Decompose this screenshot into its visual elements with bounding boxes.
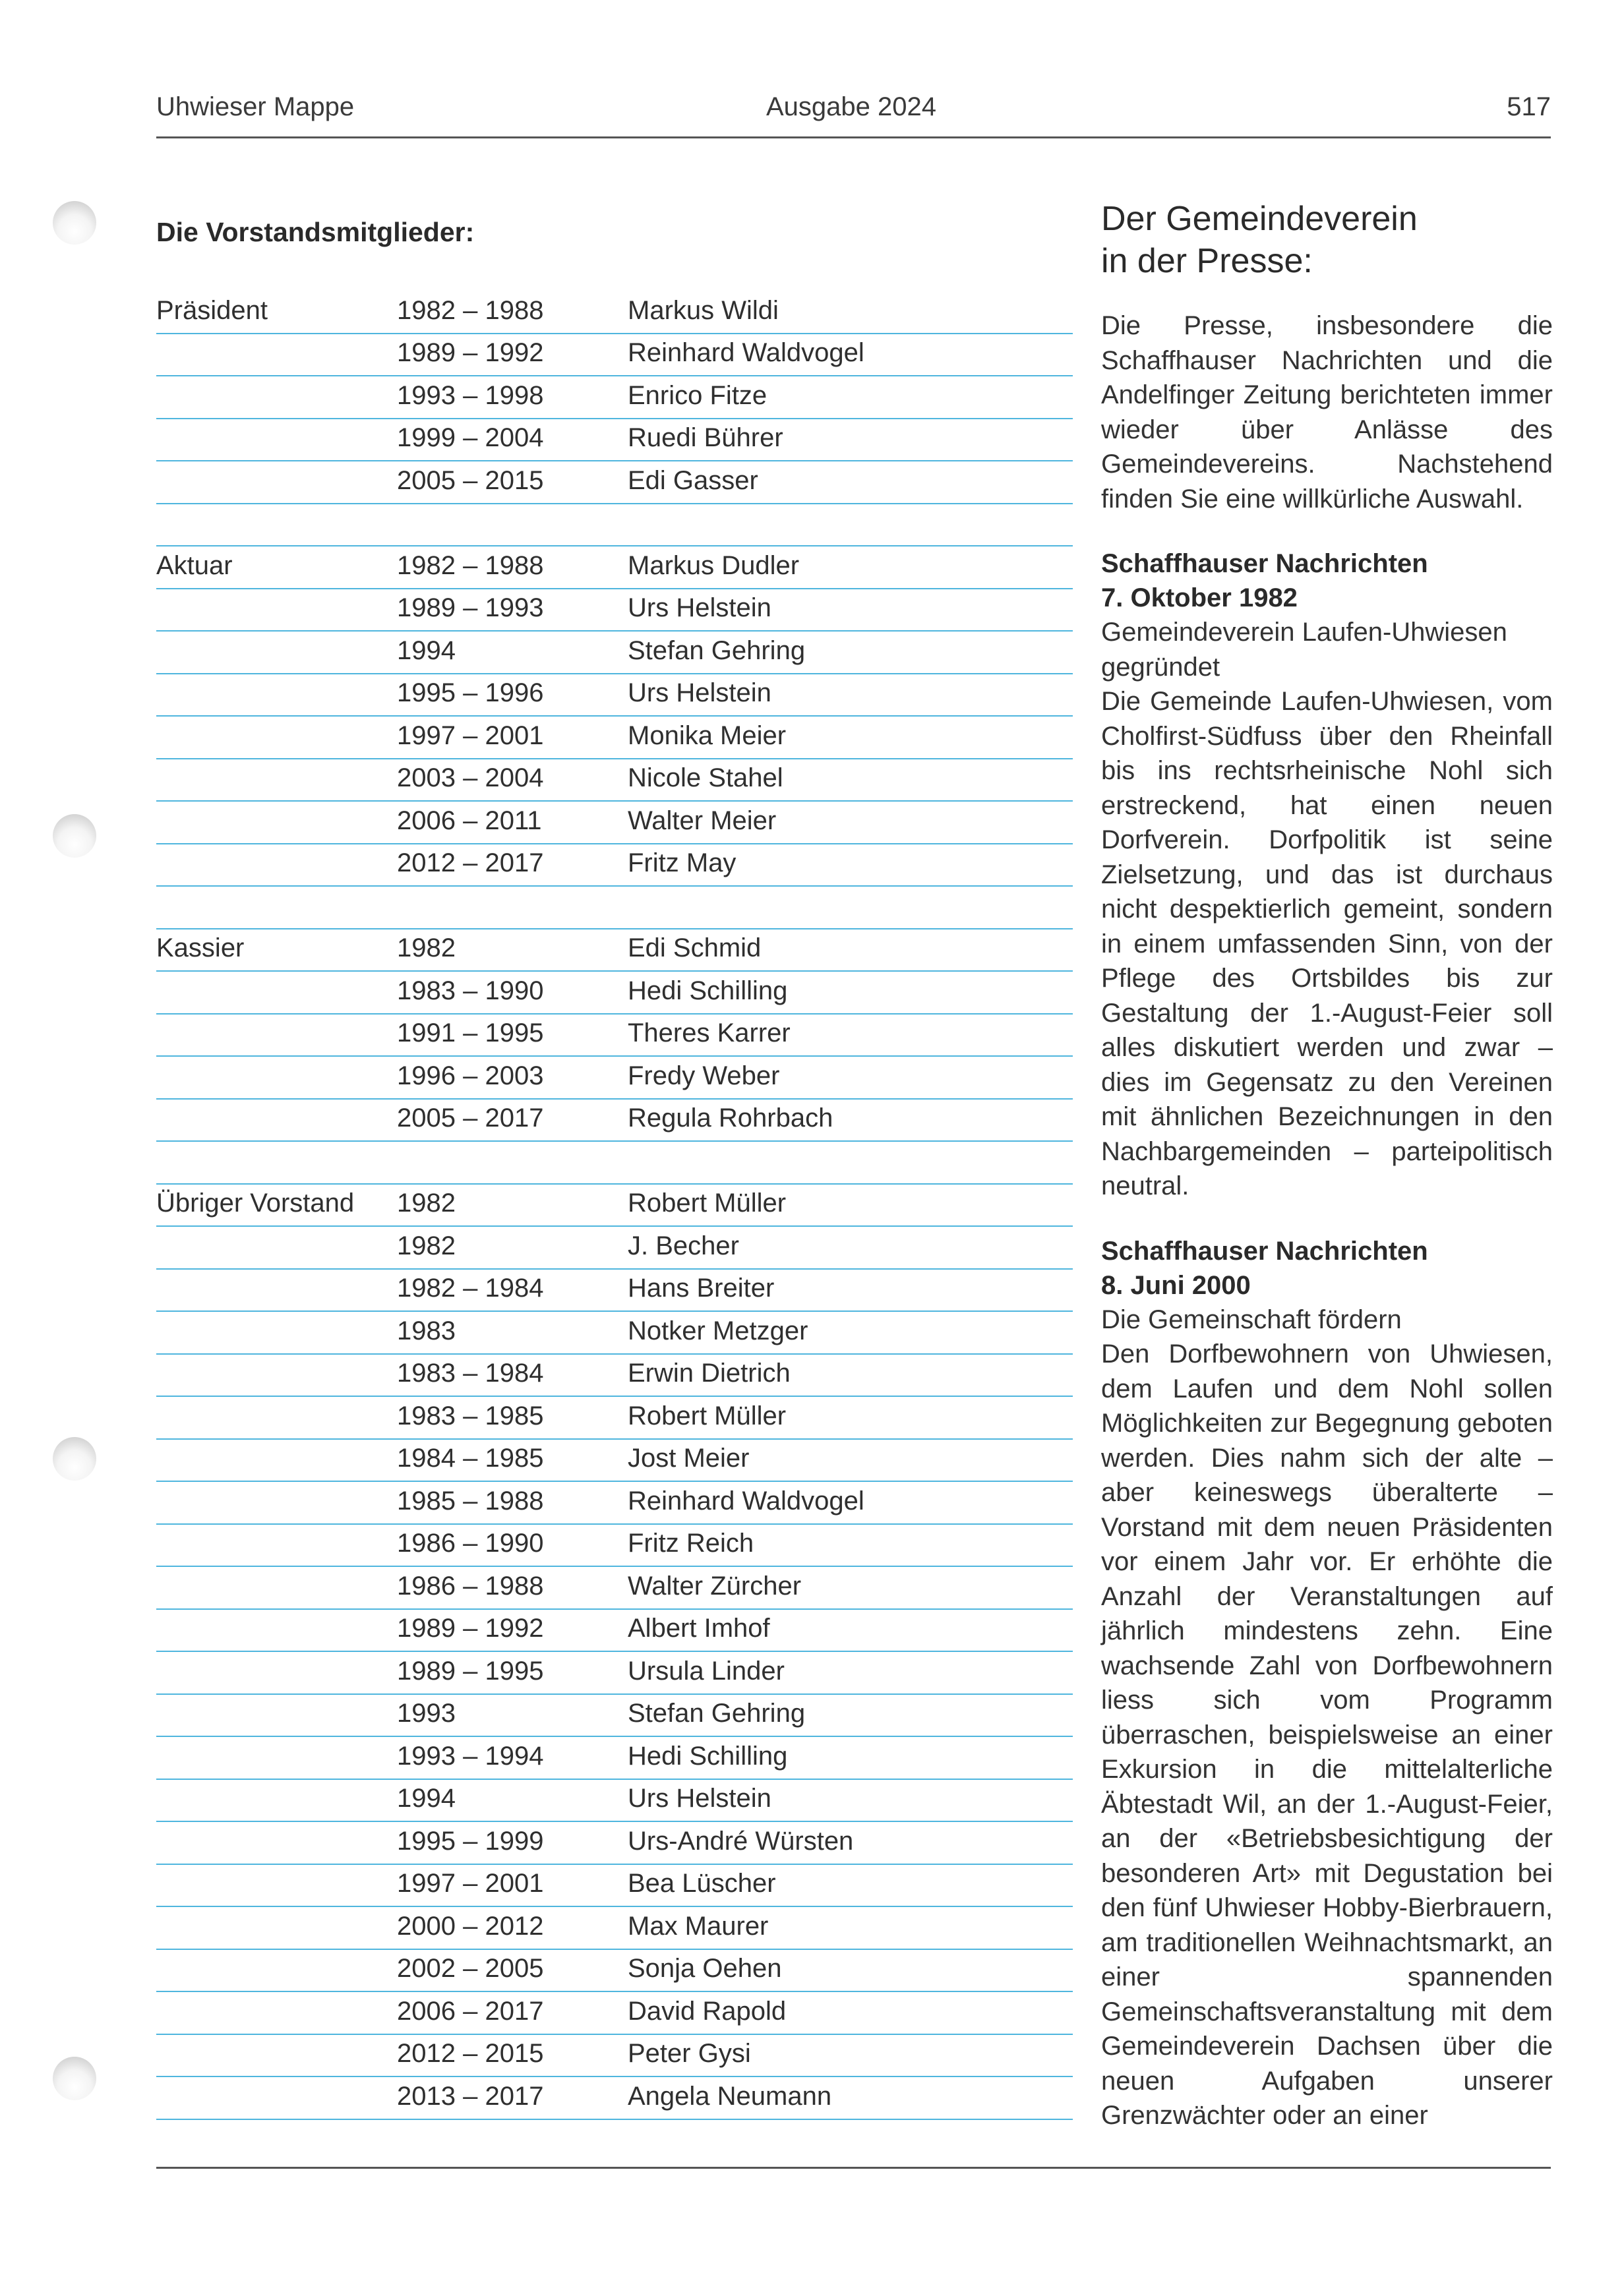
table-row (156, 1907, 1073, 1950)
member-name: Angela Neumann (628, 2081, 832, 2111)
article-source: Schaffhauser Nachrichten (1101, 549, 1428, 578)
term-years: 1982 – 1988 (397, 295, 544, 325)
article-headline: Die Gemeinschaft fördern (1101, 1305, 1402, 1334)
term-years: 1993 – 1994 (397, 1741, 544, 1771)
role-label: Kassier (156, 933, 245, 962)
table-row (156, 419, 1073, 462)
term-years: 1996 – 2003 (397, 1061, 544, 1090)
member-name: Fredy Weber (628, 1061, 780, 1090)
punch-hole-2 (53, 814, 96, 858)
table-row (156, 844, 1073, 887)
table-row (156, 376, 1073, 419)
member-name: J. Becher (628, 1231, 739, 1260)
member-name: Urs Helstein (628, 678, 771, 707)
member-name: Markus Dudler (628, 550, 800, 580)
spacer-row (156, 1142, 1073, 1185)
article-headline: Gemeindeverein Laufen-Uhwiesen gegründet (1101, 618, 1507, 682)
term-years: 1995 – 1999 (397, 1826, 544, 1856)
table-row (156, 1737, 1073, 1780)
term-years: 1994 (397, 1784, 456, 1813)
table-row (156, 717, 1073, 759)
term-years: 1993 – 1998 (397, 380, 544, 410)
term-years: 2012 – 2017 (397, 848, 544, 877)
term-years: 1982 – 1984 (397, 1274, 544, 1303)
table-row (156, 1440, 1073, 1483)
member-name: Urs Helstein (628, 1784, 771, 1813)
member-name: Enrico Fitze (628, 380, 767, 410)
term-years: 1983 – 1984 (397, 1359, 544, 1388)
member-name: Stefan Gehring (628, 635, 806, 665)
term-years: 1983 – 1985 (397, 1401, 544, 1430)
press-article (1101, 1234, 1553, 2133)
article-body: Die Gemeinde Laufen-Uhwiesen, vom Cholfirst-Südfuss über den Rheinfall bis ins rechtsrheinische Nohl sich erstreckend, hat einen neuen Dorfverein. Dorfpolitik ist seine Zielsetzung, und das ist durchaus nicht despektierlich gemeint, sondern in einem umfassenden Sinn, von der Pflege des Ortsbildes bis zur Gestaltung der 1.-August-Feier soll alles diskutiert werden und zwar – dies im Gegensatz zu den Vereinen mit ähnlichen Bezeichnungen in den Nachbargemeinden – parteipolitisch neutral. (1101, 687, 1553, 1200)
table-row (156, 291, 1073, 334)
table-row (156, 1780, 1073, 1823)
role-label: Aktuar (156, 550, 233, 580)
table-row (156, 1185, 1073, 1227)
table-row (156, 759, 1073, 802)
table-row (156, 632, 1073, 674)
member-name: Fritz Reich (628, 1529, 754, 1558)
member-name: Hedi Schilling (628, 976, 788, 1005)
term-years: 1982 (397, 1231, 456, 1260)
term-years: 2005 – 2017 (397, 1104, 544, 1133)
role-label: Präsident (156, 295, 268, 325)
member-name: Hedi Schilling (628, 1741, 788, 1771)
member-name: Regula Rohrbach (628, 1104, 833, 1133)
spacer-row (156, 887, 1073, 929)
member-name: Reinhard Waldvogel (628, 1486, 864, 1516)
term-years: 1997 – 2001 (397, 721, 544, 750)
table-row (156, 1652, 1073, 1695)
term-years: 2002 – 2005 (397, 1954, 544, 1983)
member-name: Sonja Oehen (628, 1954, 782, 1983)
role-group-kassier (156, 929, 1073, 1185)
table-row (156, 1015, 1073, 1057)
edition-label: Ausgabe 2024 (766, 92, 937, 121)
member-name: Nicole Stahel (628, 763, 783, 792)
table-row (156, 589, 1073, 632)
term-years: 1989 – 1992 (397, 1614, 544, 1643)
member-name: Edi Gasser (628, 465, 758, 495)
role-group-aktuar (156, 546, 1073, 929)
member-name: Ruedi Bührer (628, 423, 783, 452)
table-row (156, 1567, 1073, 1610)
member-name: Jost Meier (628, 1444, 750, 1473)
table-row (156, 1610, 1073, 1653)
member-name: Robert Müller (628, 1401, 787, 1430)
term-years: 1983 (397, 1316, 456, 1345)
table-row (156, 1865, 1073, 1908)
member-name: Edi Schmid (628, 933, 762, 962)
term-years: 1985 – 1988 (397, 1486, 544, 1516)
member-name: Walter Meier (628, 806, 777, 835)
page-header (156, 92, 1551, 132)
term-years: 1991 – 1995 (397, 1018, 544, 1047)
member-name: Notker Metzger (628, 1316, 808, 1345)
role-group-uebriger-vorstand (156, 1185, 1073, 2120)
member-name: Hans Breiter (628, 1274, 775, 1303)
table-row (156, 1822, 1073, 1865)
member-name: Peter Gysi (628, 2039, 751, 2068)
term-years: 1989 – 1992 (397, 338, 544, 367)
press-title-line-2: in der Presse: (1101, 242, 1313, 280)
member-name: Bea Lüscher (628, 1869, 776, 1898)
table-row (156, 1482, 1073, 1525)
article-date: 7. Oktober 1982 (1101, 583, 1298, 612)
table-row (156, 929, 1073, 972)
member-name: Monika Meier (628, 721, 787, 750)
table-row (156, 1100, 1073, 1142)
header-divider (156, 136, 1551, 138)
term-years: 1999 – 2004 (397, 423, 544, 452)
term-years: 1986 – 1988 (397, 1571, 544, 1601)
punch-hole-1 (53, 201, 96, 245)
table-row (156, 2035, 1073, 2078)
punch-hole-4 (53, 2057, 96, 2100)
member-name: Fritz May (628, 848, 737, 877)
section-title: Die Vorstandsmitglieder: (156, 217, 475, 247)
term-years: 2013 – 2017 (397, 2081, 544, 2111)
term-years: 1984 – 1985 (397, 1444, 544, 1473)
member-name: Reinhard Waldvogel (628, 338, 864, 367)
term-years: 2003 – 2004 (397, 763, 544, 792)
table-row (156, 1312, 1073, 1355)
publication-title: Uhwieser Mappe (156, 92, 355, 121)
term-years: 1989 – 1993 (397, 593, 544, 622)
table-row (156, 1695, 1073, 1738)
term-years: 2005 – 2015 (397, 465, 544, 495)
term-years: 2006 – 2017 (397, 1996, 544, 2026)
table-row (156, 461, 1073, 504)
term-years: 1986 – 1990 (397, 1529, 544, 1558)
role-label: Übriger Vorstand (156, 1189, 355, 1218)
article-body: Den Dorfbewohnern von Uhwiesen, dem Laufen und dem Nohl sollen Möglichkeiten zur Begegnung geboten werden. Dies nahm sich der alte – aber keineswegs überalterte – Vorstand mit dem neuen Präsidenten vor einem Jahr vor. Er erhöhte die Anzahl der Veranstaltungen auf jährlich mindestens zehn. Eine wachsende Zahl von Dorfbewohnern liess sich vom Programm überraschen, beispielsweise an einer Exkursion in die mittelalterliche Äbtestadt Wil, an der 1.-August-Feier, an der «Betriebsbesichtigung der besonderen Art» mit Degustation bei den fünf Uhwieser Hobby-Bierbrauern, am traditionellen Weihnachtsmarkt, an einer spannenden Gemeinschaftsveranstaltung mit dem Gemeindeverein Dachsen über die neuen Aufgaben unserer Grenzwächter oder an einer (1101, 1339, 1553, 2130)
member-name: Urs-André Würsten (628, 1826, 854, 1856)
table-row (156, 1397, 1073, 1440)
press-article (1101, 546, 1553, 1204)
term-years: 1989 – 1995 (397, 1656, 544, 1686)
table-row (156, 546, 1073, 589)
term-years: 1997 – 2001 (397, 1869, 544, 1898)
member-name: Walter Zürcher (628, 1571, 802, 1601)
press-title (1101, 198, 1553, 282)
term-years: 1993 (397, 1699, 456, 1728)
spacer-row (156, 504, 1073, 547)
term-years: 1994 (397, 635, 456, 665)
table-row (156, 1355, 1073, 1398)
member-name: Robert Müller (628, 1189, 787, 1218)
press-title-line-1: Der Gemeindeverein (1101, 200, 1418, 238)
member-name: Stefan Gehring (628, 1699, 806, 1728)
table-row (156, 972, 1073, 1015)
term-years: 1995 – 1996 (397, 678, 544, 707)
term-years: 2012 – 2015 (397, 2039, 544, 2068)
table-row (156, 1992, 1073, 2035)
press-intro: Die Presse, insbesondere die Schaffhauser Nachrichten und die Andelfinger Zeitung berichteten immer wieder über Anlässe des Gemeindevereins. Nachstehend finden Sie eine willkürliche Auswahl. (1101, 311, 1553, 514)
member-name: Albert Imhof (628, 1614, 770, 1643)
term-years: 1983 – 1990 (397, 976, 544, 1005)
press-column (1101, 198, 1553, 2133)
table-row (156, 1227, 1073, 1270)
table-row (156, 802, 1073, 844)
table-row (156, 674, 1073, 717)
table-row (156, 334, 1073, 377)
table-row (156, 1525, 1073, 1568)
member-name: Urs Helstein (628, 593, 771, 622)
article-source: Schaffhauser Nachrichten (1101, 1236, 1428, 1266)
table-row (156, 1270, 1073, 1312)
member-name: Theres Karrer (628, 1018, 791, 1047)
table-row (156, 2077, 1073, 2120)
member-name: Max Maurer (628, 1911, 769, 1941)
punch-hole-3 (53, 1437, 96, 1481)
table-row (156, 1057, 1073, 1100)
board-members-list (156, 212, 1073, 2120)
page-number: 517 (1507, 92, 1551, 121)
member-name: David Rapold (628, 1996, 787, 2026)
term-years: 1982 (397, 1189, 456, 1218)
table-row (156, 1950, 1073, 1993)
article-date: 8. Juni 2000 (1101, 1270, 1251, 1300)
member-name: Erwin Dietrich (628, 1359, 791, 1388)
member-name: Markus Wildi (628, 295, 779, 325)
footer-divider (156, 2167, 1551, 2169)
member-name: Ursula Linder (628, 1656, 785, 1686)
role-group-praesident (156, 291, 1073, 546)
term-years: 1982 – 1988 (397, 550, 544, 580)
term-years: 1982 (397, 933, 456, 962)
term-years: 2000 – 2012 (397, 1911, 544, 1941)
term-years: 2006 – 2011 (397, 806, 542, 835)
